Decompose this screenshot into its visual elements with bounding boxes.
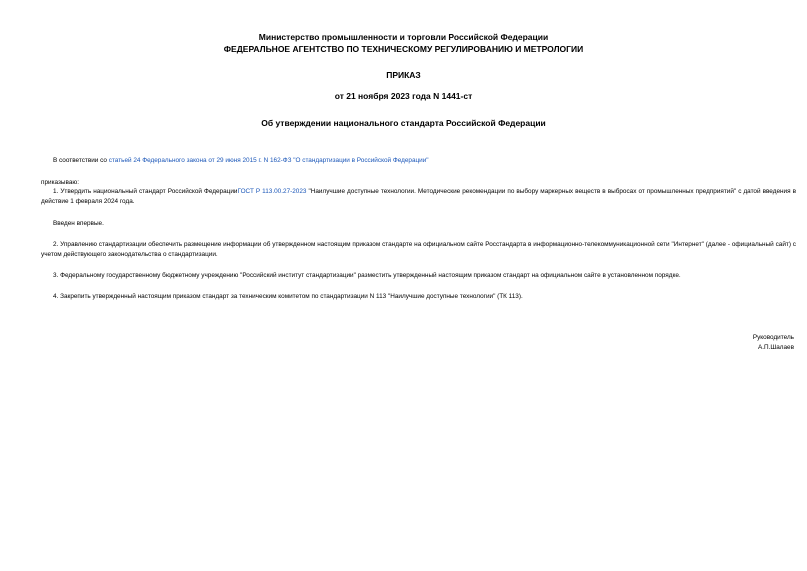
basis-prefix: В соответствии со	[53, 157, 109, 164]
item-3-paragraph: 3. Федеральному государственному бюджетному учреждению "Российский институт стандартизации" разместить утвержденный настоящим приказом стандарт на официальном сайте в установленном порядке.	[53, 272, 681, 279]
document-date-number: от 21 ноября 2023 года N 1441-ст	[334, 91, 473, 101]
introduced-paragraph: Введен впервые.	[53, 220, 104, 227]
item-4-paragraph: 4. Закрепить утвержденный настоящим приказом стандарт за техническим комитетом по стандартизации N 113 "Наилучшие доступные технологии" (ТК 113).	[53, 293, 523, 300]
document-subject: Об утверждении национального стандарта Российской Федерации	[261, 118, 546, 128]
document-type: ПРИКАЗ	[386, 70, 421, 80]
signature-name: А.П.Шалаев	[757, 344, 794, 351]
item-1-prefix: 1. Утвердить национальный стандарт Российской Федерации	[53, 188, 238, 195]
item-1-paragraph	[41, 187, 796, 206]
federal-law-link[interactable]: статьей 24 Федерального закона от 29 июня 2015 г. N 162-ФЗ "О стандартизации в Российской Федерации"	[108, 157, 429, 164]
basis-paragraph	[41, 156, 796, 166]
item-2-paragraph: 2. Управлению стандартизации обеспечить размещение информации об утвержденном настоящим приказом стандарте на официальном сайте Росстандарта в информационно-телекоммуникационной сети "Интернет" (далее - официальный сайт) с учетом действующего законодательства о стандартизации.	[41, 241, 796, 258]
ministry-name: Министерство промышленности и торговли Российской Федерации	[258, 32, 549, 42]
gost-standard-link[interactable]: ГОСТ Р 113.00.27-2023	[237, 188, 307, 195]
ordered-paragraph: приказываю:	[41, 179, 79, 186]
item-1-suffix: "Наилучшие доступные технологии. Методические рекомендации по выбору маркерных веществ в выбросах от промышленных предприятий" с датой введения в действие 1 февраля 2024 года.	[41, 188, 796, 205]
agency-name: ФЕДЕРАЛЬНОЕ АГЕНТСТВО ПО ТЕХНИЧЕСКОМУ РЕГУЛИРОВАНИЮ И МЕТРОЛОГИИ	[223, 44, 584, 54]
signature-title: Руководитель	[752, 334, 794, 341]
